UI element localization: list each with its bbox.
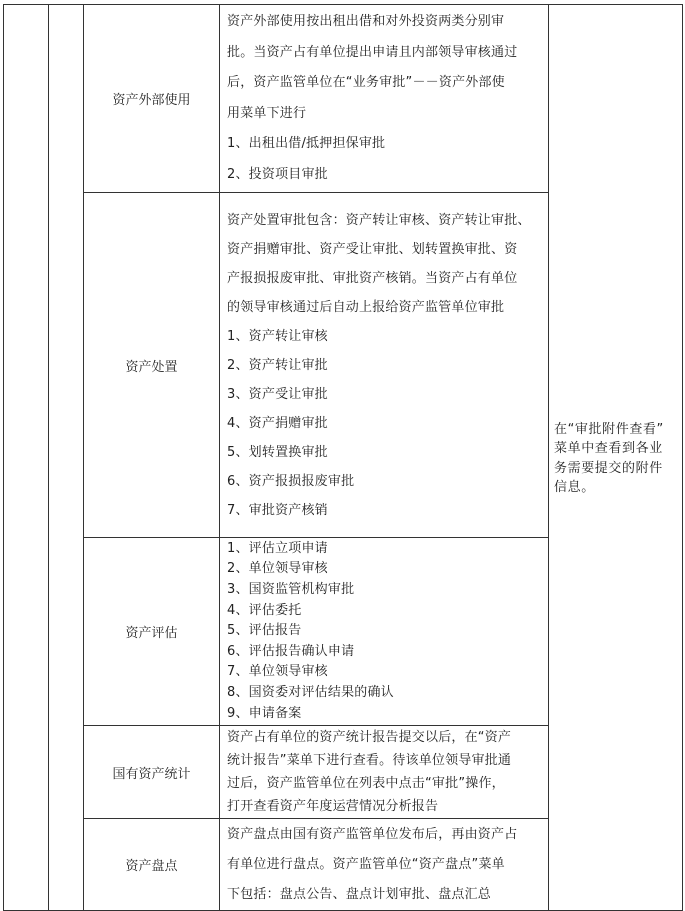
description-line: 2、单位领导审核 [227,561,328,577]
description-line: 1、出租出借/抵押担保审批 [227,136,386,151]
description-line: 7、审批资产核销 [227,502,328,518]
description-line: 4、评估委托 [227,602,302,618]
note-cell [549,5,683,911]
item-name: 资产评估 [125,626,178,641]
description [220,820,548,910]
description-line: 5、划转置换审批 [227,444,328,460]
item-name: 资产外部使用 [112,93,191,108]
description-line: 统计报告”菜单下进行查看。待该单位领导审批通 [227,753,512,768]
description-line: 6、评估报告确认申请 [227,643,355,659]
description-line: 2、投资项目审批 [227,166,328,182]
description-line: 过后，资产监管单位在列表中点击“审批”操作， [227,776,505,791]
description-line: 1、资产转让审核 [227,328,328,344]
description-line: 有单位进行盘点。资产监管单位“资产盘点”菜单 [227,856,505,872]
note-line: 信息。 [554,480,595,495]
description-cell [220,726,549,819]
blank-cell [49,5,84,911]
description-line: 产报损报废审批、审批资产核销。当资产占有单位 [227,270,518,286]
note-line: 在“审批附件查看” [554,421,664,437]
description [220,7,548,190]
description-line: 8、国资委对评估结果的确认 [227,684,394,700]
table-row [4,5,683,193]
item-name: 资产处置 [125,359,178,375]
description-line: 2、资产转让审批 [227,357,328,373]
attachment-note [549,418,682,498]
description [220,206,548,525]
description [220,726,548,818]
description-cell [220,538,549,726]
blank-cell [4,5,49,911]
note-line: 菜单中查看到各业 [554,441,663,456]
description-line: 的领导审核通过后自动上报给资产监管单位审批 [227,299,505,315]
description-cell [220,193,549,538]
description-line: 下包括：盘点公告、盘点计划审批、盘点汇总 [227,886,492,902]
description-line: 6、资产报损报废审批 [227,473,355,489]
description-line: 5、评估报告 [227,623,302,639]
description-cell [220,5,549,193]
description-line: 批。当资产占有单位提出申请且内部领导审核通过 [227,44,518,60]
note-line: 务需要提交的附件 [554,460,663,476]
item-name-cell [84,538,220,726]
description-line: 9、申请备案 [227,705,302,721]
item-name-cell [84,5,220,193]
description-line: 1、评估立项申请 [227,540,328,556]
approval-table [3,4,683,911]
description-line: 7、单位领导审核 [227,664,328,680]
description-line: 3、国资监管机构审批 [227,582,355,598]
description [220,539,548,724]
description-line: 资产处置审批包含：资产转让审核、资产转让审批、 [227,212,531,228]
description-cell [220,819,549,911]
item-name: 资产盘点 [125,859,178,874]
description-line: 4、资产捐赠审批 [227,415,328,431]
description-line: 打开查看资产年度运营情况分析报告 [227,799,439,814]
item-name-cell [84,726,220,819]
description-line: 资产捐赠审批、资产受让审批、划转置换审批、资 [227,241,518,257]
item-name-cell [84,819,220,911]
description-line: 资产占有单位的资产统计报告提交以后，在“资产 [227,730,512,745]
description-line: 用菜单下进行 [227,105,307,121]
item-name: 国有资产统计 [112,766,191,782]
description-line: 后，资产监管单位在“业务审批”－－资产外部使 [227,75,505,90]
description-line: 3、资产受让审批 [227,386,328,402]
item-name-cell [84,193,220,538]
description-line: 资产外部使用按出租出借和对外投资两类分别审 [227,14,505,29]
description-line: 资产盘点由国有资产监管单位发布后，再由资产占 [227,826,518,842]
